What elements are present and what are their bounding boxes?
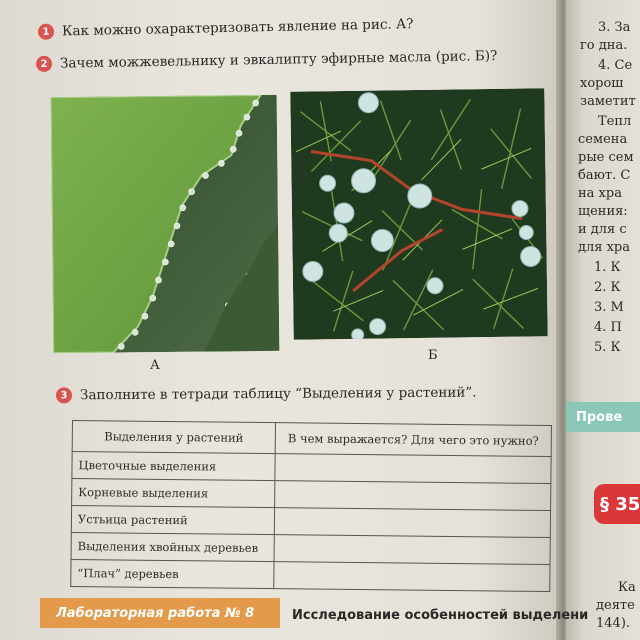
right-text-line: на хра xyxy=(578,186,622,201)
right-text-line: Тепл xyxy=(598,114,632,129)
table-row-label: Выделения хвойных деревьев xyxy=(71,532,274,561)
right-text-line: бают. С xyxy=(578,168,631,183)
right-text-line: 2. К xyxy=(594,280,621,295)
table-empty-cell xyxy=(275,454,551,484)
question-number: 1 xyxy=(38,24,54,40)
lab-work-banner: Лабораторная работа № 8 xyxy=(40,598,280,628)
table-empty-cell xyxy=(274,508,550,538)
right-bottom-line: 144). xyxy=(596,616,631,631)
right-bottom-line: деяте xyxy=(596,598,635,613)
photo-a-leaf-guttation xyxy=(51,95,280,353)
figure-label-a: А xyxy=(150,358,160,373)
review-band: Прове xyxy=(566,402,640,432)
right-text-line: щения: xyxy=(578,204,628,219)
table-empty-cell xyxy=(274,535,550,565)
right-text-line: 1. К xyxy=(594,260,621,275)
question-number: 2 xyxy=(36,56,52,72)
right-text-line: семена xyxy=(578,132,628,147)
right-text-line: 3. За xyxy=(598,20,631,35)
right-text-line: 3. М xyxy=(594,300,624,315)
table-empty-cell xyxy=(275,481,551,511)
question-number: 3 xyxy=(56,387,72,403)
question-text: Как можно охарактеризовать явление на рис. А? xyxy=(61,16,414,40)
table-row-label: Корневые выделения xyxy=(72,479,275,508)
right-bottom-line: Ка xyxy=(618,580,636,595)
right-text-line: заметит xyxy=(580,94,636,109)
table-row-label: Цветочные выделения xyxy=(72,452,275,481)
photo-b-juniper xyxy=(290,88,547,340)
table-header-cell: Выделения у растений xyxy=(72,421,275,454)
table-row-label: Устьица растений xyxy=(71,506,274,535)
figure-label-b: Б xyxy=(428,348,438,363)
right-text-line: 4. Се xyxy=(598,58,633,73)
question-3 xyxy=(56,385,477,404)
right-text-line: го дна. xyxy=(580,38,628,53)
table-header-row xyxy=(72,421,551,457)
right-text-line: хорош xyxy=(580,76,624,91)
table-row xyxy=(71,559,550,591)
right-text-line: 5. К xyxy=(594,340,621,355)
section-badge: § 35 xyxy=(594,484,640,524)
secretions-table xyxy=(70,420,552,592)
table-row-label: “Плач” деревьев xyxy=(71,559,274,588)
right-text-line: 4. П xyxy=(594,320,622,335)
right-text-line: рые сем xyxy=(578,150,634,165)
right-text-line: для хра xyxy=(578,240,630,255)
question-text: Зачем можжевельнику и эвкалипту эфирные масла (рис. Б)? xyxy=(59,47,498,72)
table-header-cell: В чем выражается? Для чего это нужно? xyxy=(275,423,551,457)
lab-work-title: Исследование особенностей выделени xyxy=(292,608,589,623)
right-text-line: и для с xyxy=(578,222,627,237)
table-empty-cell xyxy=(274,562,550,592)
question-text: Заполните в тетради таблицу “Выделения у растений”. xyxy=(79,384,477,404)
